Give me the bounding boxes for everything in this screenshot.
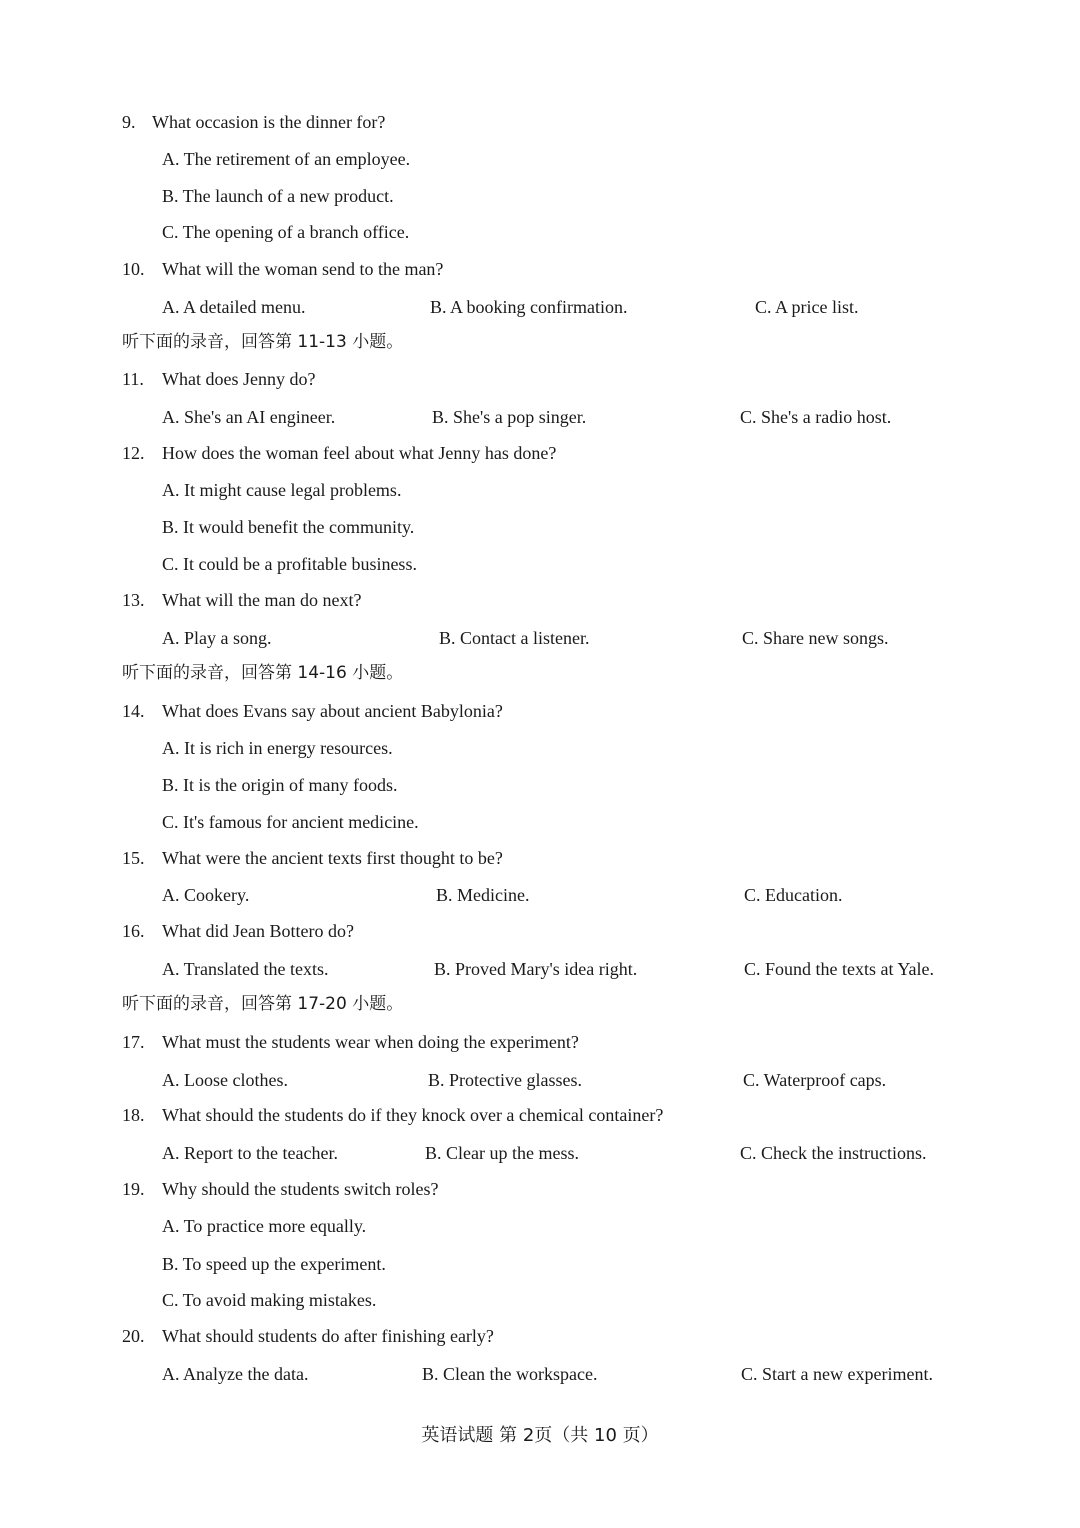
question-text: What did Jean Bottero do? bbox=[162, 921, 354, 941]
q12-option-b: B. It would benefit the community. bbox=[162, 517, 415, 537]
q10-option-b: B. A booking confirmation. bbox=[430, 297, 628, 317]
page-footer: 英语试题 第 2页（共 10 页） bbox=[421, 1425, 659, 1446]
question-number: 13. bbox=[122, 590, 145, 610]
q17-option-b: B. Protective glasses. bbox=[428, 1070, 582, 1090]
question-number: 12. bbox=[122, 443, 145, 463]
question-13 bbox=[122, 589, 361, 611]
q17-option-c: C. Waterproof caps. bbox=[743, 1070, 887, 1090]
q10-option-a: A. A detailed menu. bbox=[162, 297, 306, 317]
question-10 bbox=[122, 258, 443, 280]
question-9 bbox=[122, 111, 385, 133]
question-number: 15. bbox=[122, 848, 145, 868]
question-text: What were the ancient texts first thought to be? bbox=[162, 848, 503, 868]
q15-option-a: A. Cookery. bbox=[162, 885, 250, 905]
q17-option-a: A. Loose clothes. bbox=[162, 1070, 288, 1090]
q15-option-b: B. Medicine. bbox=[436, 885, 530, 905]
q16-option-a: A. Translated the texts. bbox=[162, 959, 329, 979]
question-text: What does Jenny do? bbox=[162, 369, 316, 389]
question-number: 20. bbox=[122, 1326, 145, 1346]
question-number: 9. bbox=[122, 112, 136, 132]
q20-option-a: A. Analyze the data. bbox=[162, 1364, 309, 1384]
question-17 bbox=[122, 1031, 579, 1053]
question-number: 18. bbox=[122, 1105, 145, 1125]
q16-option-b: B. Proved Mary's idea right. bbox=[434, 959, 638, 979]
q12-option-a: A. It might cause legal problems. bbox=[162, 480, 402, 500]
question-18 bbox=[122, 1104, 663, 1126]
q13-option-c: C. Share new songs. bbox=[742, 628, 889, 648]
question-number: 17. bbox=[122, 1032, 145, 1052]
q20-option-b: B. Clean the workspace. bbox=[422, 1364, 598, 1384]
q10-option-c: C. A price list. bbox=[755, 297, 859, 317]
question-text: What should the students do if they knock over a chemical container? bbox=[162, 1105, 664, 1125]
question-text: What will the man do next? bbox=[162, 590, 362, 610]
question-number: 19. bbox=[122, 1179, 145, 1199]
q9-option-c: C. The opening of a branch office. bbox=[162, 222, 410, 242]
question-number: 11. bbox=[122, 369, 144, 389]
section-heading-11-13: 听下面的录音，回答第 11-13 小题。 bbox=[122, 332, 404, 352]
q14-option-a: A. It is rich in energy resources. bbox=[162, 738, 393, 758]
question-text: Why should the students switch roles? bbox=[162, 1179, 439, 1199]
question-text: What must the students wear when doing the experiment? bbox=[162, 1032, 579, 1052]
question-text: What will the woman send to the man? bbox=[162, 259, 444, 279]
q19-option-b: B. To speed up the experiment. bbox=[162, 1254, 386, 1274]
question-14 bbox=[122, 700, 503, 722]
q11-option-c: C. She's a radio host. bbox=[740, 407, 892, 427]
q14-option-b: B. It is the origin of many foods. bbox=[162, 775, 398, 795]
question-number: 14. bbox=[122, 701, 145, 721]
question-20 bbox=[122, 1325, 494, 1347]
question-15 bbox=[122, 847, 503, 869]
q13-option-b: B. Contact a listener. bbox=[439, 628, 590, 648]
q9-option-b: B. The launch of a new product. bbox=[162, 186, 394, 206]
question-text: What occasion is the dinner for? bbox=[152, 112, 386, 132]
question-12 bbox=[122, 442, 556, 464]
q12-option-c: C. It could be a profitable business. bbox=[162, 554, 417, 574]
q19-option-a: A. To practice more equally. bbox=[162, 1216, 367, 1236]
question-number: 10. bbox=[122, 259, 145, 279]
section-heading-17-20: 听下面的录音，回答第 17-20 小题。 bbox=[122, 994, 404, 1014]
question-11 bbox=[122, 368, 315, 390]
q18-option-a: A. Report to the teacher. bbox=[162, 1143, 338, 1163]
q18-option-b: B. Clear up the mess. bbox=[425, 1143, 579, 1163]
q11-option-a: A. She's an AI engineer. bbox=[162, 407, 336, 427]
question-number: 16. bbox=[122, 921, 145, 941]
question-text: How does the woman feel about what Jenny has done? bbox=[162, 443, 557, 463]
q11-option-b: B. She's a pop singer. bbox=[432, 407, 587, 427]
q13-option-a: A. Play a song. bbox=[162, 628, 272, 648]
q9-option-a: A. The retirement of an employee. bbox=[162, 149, 411, 169]
q20-option-c: C. Start a new experiment. bbox=[741, 1364, 933, 1384]
q16-option-c: C. Found the texts at Yale. bbox=[744, 959, 935, 979]
question-text: What does Evans say about ancient Babylonia? bbox=[162, 701, 503, 721]
question-16 bbox=[122, 920, 354, 942]
q15-option-c: C. Education. bbox=[744, 885, 843, 905]
question-text: What should students do after finishing early? bbox=[162, 1326, 494, 1346]
section-heading-14-16: 听下面的录音，回答第 14-16 小题。 bbox=[122, 663, 404, 683]
q18-option-c: C. Check the instructions. bbox=[740, 1143, 927, 1163]
q14-option-c: C. It's famous for ancient medicine. bbox=[162, 812, 419, 832]
q19-option-c: C. To avoid making mistakes. bbox=[162, 1290, 377, 1310]
question-19 bbox=[122, 1178, 438, 1200]
